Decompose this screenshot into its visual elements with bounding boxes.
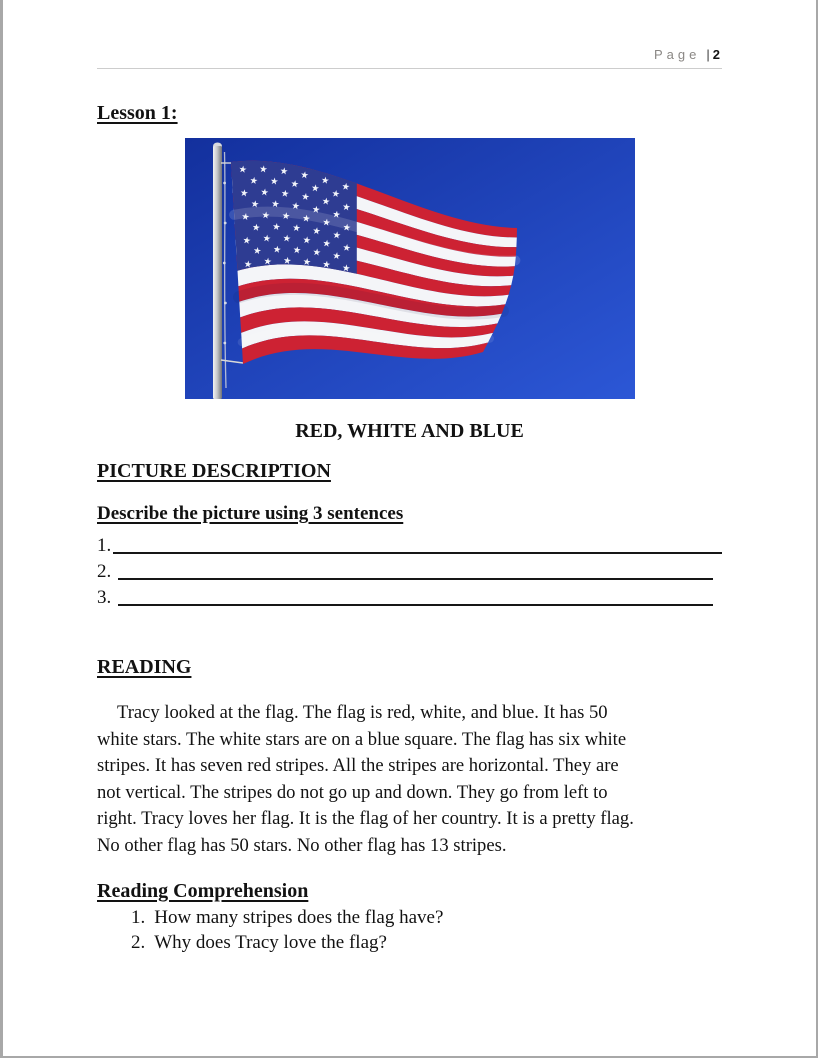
blank-number: 3. [97, 587, 112, 608]
paragraph-line: stripes. It has seven red stripes. All the stripes are horizontal. They are [97, 755, 619, 776]
question-row [131, 930, 722, 955]
question-text: How many stripes does the flag have? [154, 907, 444, 928]
paragraph-line: not vertical. The stripes do not go up and down. They go from left to [97, 781, 608, 803]
answer-blank-row [97, 558, 722, 584]
image-title: RED, WHITE AND BLUE [295, 420, 524, 442]
answer-blanks [97, 532, 722, 610]
page-header [97, 0, 722, 69]
page-number: 2 [712, 47, 720, 62]
reading-heading: READING [97, 656, 192, 678]
page-label: Page [654, 47, 701, 62]
paragraph-line: Tracy looked at the flag. The flag is red, white, and blue. It has 50 [117, 702, 608, 723]
picture-description-heading: PICTURE DESCRIPTION [97, 460, 331, 482]
paragraph-line: white stars. The white stars are on a blue square. The flag has six white [97, 728, 627, 750]
blank-writing-line [118, 578, 713, 580]
flag-photo [185, 138, 635, 399]
lesson-heading: Lesson 1: [97, 102, 178, 124]
blank-writing-line [118, 604, 713, 606]
blank-writing-line [113, 552, 722, 554]
us-flag-image [185, 138, 635, 399]
answer-blank-row [97, 584, 722, 610]
question-number: 1. [131, 907, 146, 928]
reading-paragraph [97, 700, 722, 859]
blank-number: 1. [97, 535, 112, 556]
question-text: Why does Tracy love the flag? [154, 932, 387, 953]
paragraph-line: right. Tracy loves her flag. It is the flag of her country. It is a pretty flag. [97, 808, 634, 829]
blank-number: 2. [97, 561, 112, 582]
page-separator: | [706, 47, 710, 62]
question-number: 2. [131, 932, 146, 953]
comprehension-questions [97, 905, 722, 955]
question-row [131, 905, 722, 930]
answer-blank-row [97, 532, 722, 558]
reading-comprehension-heading: Reading Comprehension [97, 880, 309, 902]
paragraph-line: No other flag has 50 stars. No other flag has 13 stripes. [97, 834, 507, 856]
picture-description-instruction: Describe the picture using 3 sentences [97, 503, 404, 524]
